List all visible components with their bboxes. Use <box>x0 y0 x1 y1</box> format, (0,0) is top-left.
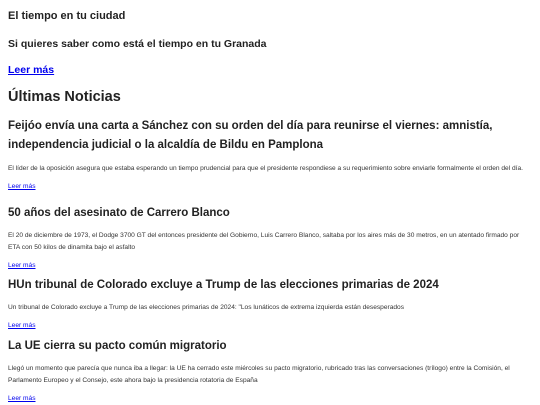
news-article <box>8 337 528 405</box>
article-title: HUn tribunal de Colorado excluye a Trump de las elecciones primarias de 2024 <box>8 279 439 291</box>
weather-title: El tiempo en tu ciudad <box>8 10 126 22</box>
article-summary: Un tribunal de Colorado excluye a Trump de las elecciones primarias de 2024: "Los lunáticos de extrema izquierda están desesperados <box>8 304 404 311</box>
news-article <box>8 117 528 193</box>
article-title: 50 años del asesinato de Carrero Blanco <box>8 207 230 219</box>
article-title: Feijóo envía una carta a Sánchez con su orden del día para reunirse el viernes: amnistía, independencia judicial o la alcaldía de Bildu en Pamplona <box>8 120 493 151</box>
weather-read-more-link[interactable]: Leer más <box>8 64 55 76</box>
article-summary: Llegó un momento que parecía que nunca iba a llegar: la UE ha cerrado este miércoles su pacto migratorio, rubricado tras las conversaciones (trílogo) entre la Comisión, el Parlamento Europeo y el Consejo, este ahora bajo la presidencia rotatoria de España <box>8 365 510 384</box>
news-heading: Últimas Noticias <box>8 89 121 105</box>
weather-subtitle: Si quieres saber como está el tiempo en tu Granada <box>8 38 267 50</box>
article-read-more-link[interactable]: Leer más <box>8 262 36 269</box>
article-summary: El líder de la oposición asegura que estaba esperando un tiempo prudencial para que el presidente respondiese a su requerimiento sobre enviarle formalmente el orden del día. <box>8 165 524 172</box>
article-summary: El 20 de diciembre de 1973, el Dodge 3700 GT del entonces presidente del Gobierno, Luis Carrero Blanco, saltaba por los aires más de 30 metros, en un atentado firmado por ETA con 50 kilos de dinamita bajo el asfalto <box>8 232 520 251</box>
article-read-more-link[interactable]: Leer más <box>8 395 36 402</box>
news-article <box>8 276 528 332</box>
article-read-more-link[interactable]: Leer más <box>8 183 36 190</box>
news-article <box>8 204 528 272</box>
article-read-more-link[interactable]: Leer más <box>8 322 36 329</box>
article-title: La UE cierra su pacto común migratorio <box>8 340 227 352</box>
